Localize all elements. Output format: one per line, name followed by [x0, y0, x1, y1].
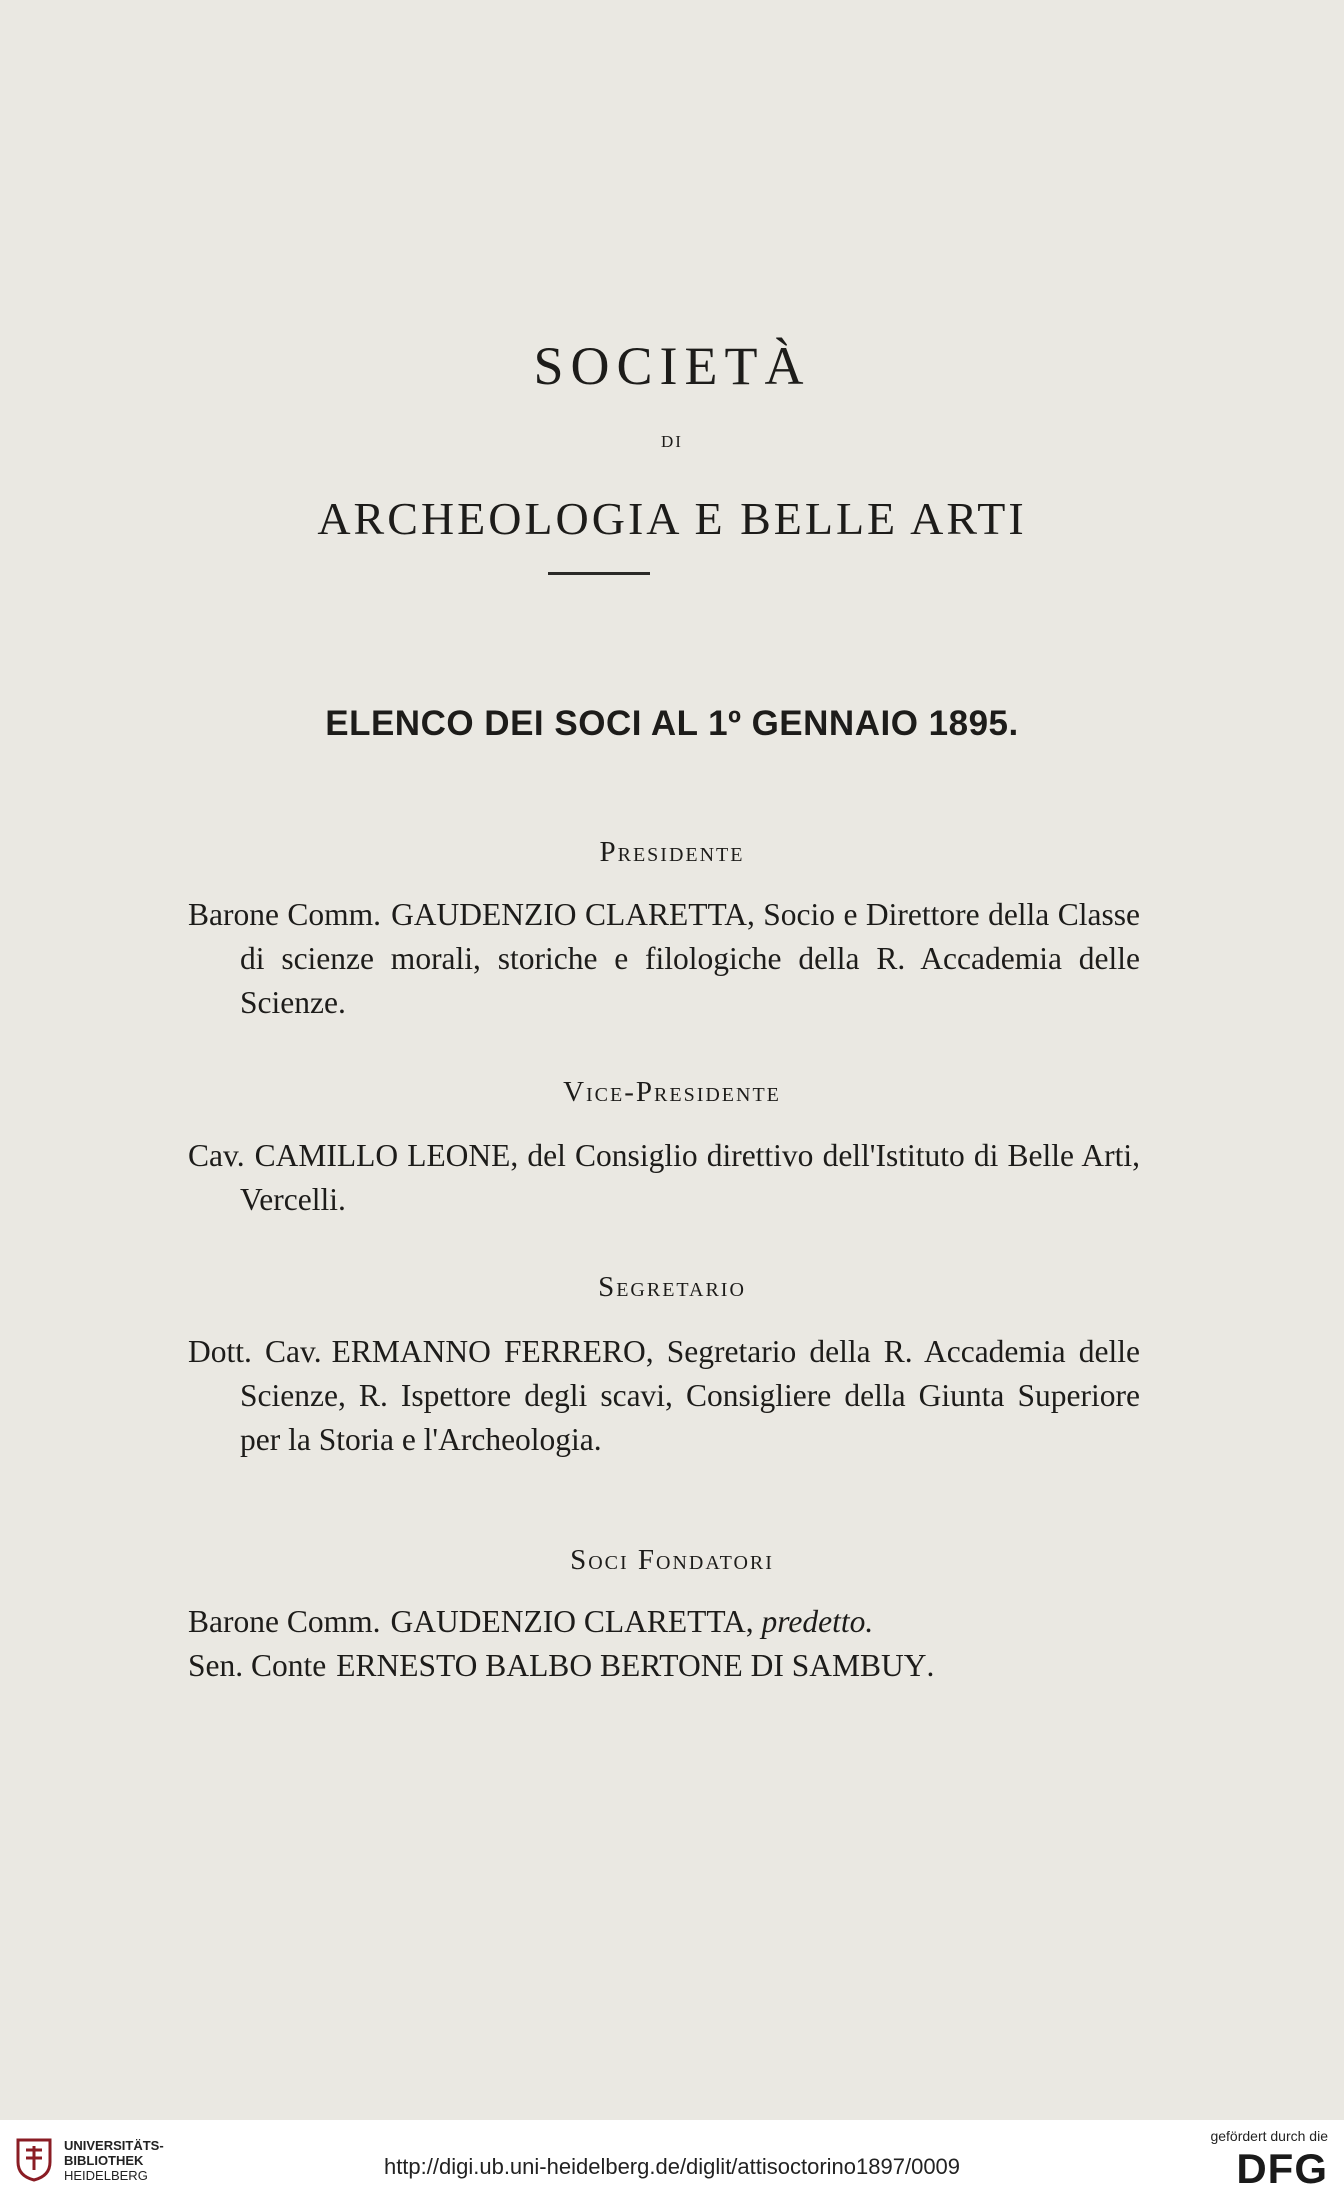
entry-prefix: Barone Comm. [188, 897, 382, 932]
title-line-archeologia: ARCHEOLOGIA E BELLE ARTI [317, 493, 1027, 544]
library-line-2: BIBLIOTHEK [64, 2153, 144, 2168]
entry-fondatore-2 [188, 1644, 1140, 1688]
entry-presidente [188, 893, 1140, 1025]
entry-fondatore-1 [188, 1600, 1140, 1644]
entry-segretario [188, 1330, 1140, 1462]
source-url[interactable]: http://digi.ub.uni-heidelberg.de/diglit/attisoctorino1897/0009 [383, 2154, 961, 2179]
section-vice-presidente: Vice-Presidente [563, 1076, 781, 1108]
entry-italic: predetto. [761, 1604, 874, 1639]
title-line-di: DI [661, 432, 683, 451]
entry-name: GAUDENZIO CLARETTA [391, 897, 747, 932]
entry-name: GAUDENZIO CLARETTA [390, 1604, 746, 1639]
library-line-1: UNIVERSITÄTS- [64, 2138, 164, 2153]
entry-prefix: Barone Comm. [188, 1604, 381, 1639]
footer-bar [0, 2120, 1344, 2198]
entry-text: , Socio e Direttore della Classe di scienze morali, storiche e filologiche della R. Accademia delle Scienze. [240, 897, 1140, 1020]
entry-name: ERNESTO BALBO BERTONE DI SAMBUY [336, 1648, 927, 1683]
entry-prefix: Cav. [188, 1138, 245, 1173]
title-rule [548, 572, 650, 575]
entry-prefix: Sen. Conte [188, 1648, 327, 1683]
funder-block [1188, 2128, 1328, 2192]
entry-text: , [745, 1604, 762, 1639]
section-presidente: Presidente [599, 836, 745, 868]
library-line-3: HEIDELBERG [64, 2168, 148, 2183]
dfg-logo: DFG [1236, 2145, 1328, 2192]
entry-vice-presidente [188, 1134, 1140, 1222]
entry-name: ERMANNO FERRERO [331, 1334, 646, 1369]
entry-prefix: Dott. Cav. [188, 1334, 322, 1369]
list-heading: ELENCO DEI SOCI AL 1º GENNAIO 1895. [325, 704, 1019, 743]
funding-caption: gefördert durch die [1210, 2128, 1328, 2144]
entry-name: CAMILLO LEONE [254, 1138, 511, 1173]
title-line-societa: SOCIETÀ [533, 336, 811, 396]
entry-text: , Segretario della R. Accademia delle Scienze, R. Ispettore degli scavi, Consigliere della Giunta Superiore per la Storia e l'Archeologia. [240, 1334, 1140, 1457]
section-soci-fondatori: Soci Fondatori [570, 1544, 774, 1576]
section-segretario: Segretario [598, 1271, 746, 1303]
entry-text: , del Consiglio direttivo dell'Istituto di Belle Arti, Vercelli. [240, 1138, 1140, 1217]
entry-text: . [926, 1648, 935, 1683]
